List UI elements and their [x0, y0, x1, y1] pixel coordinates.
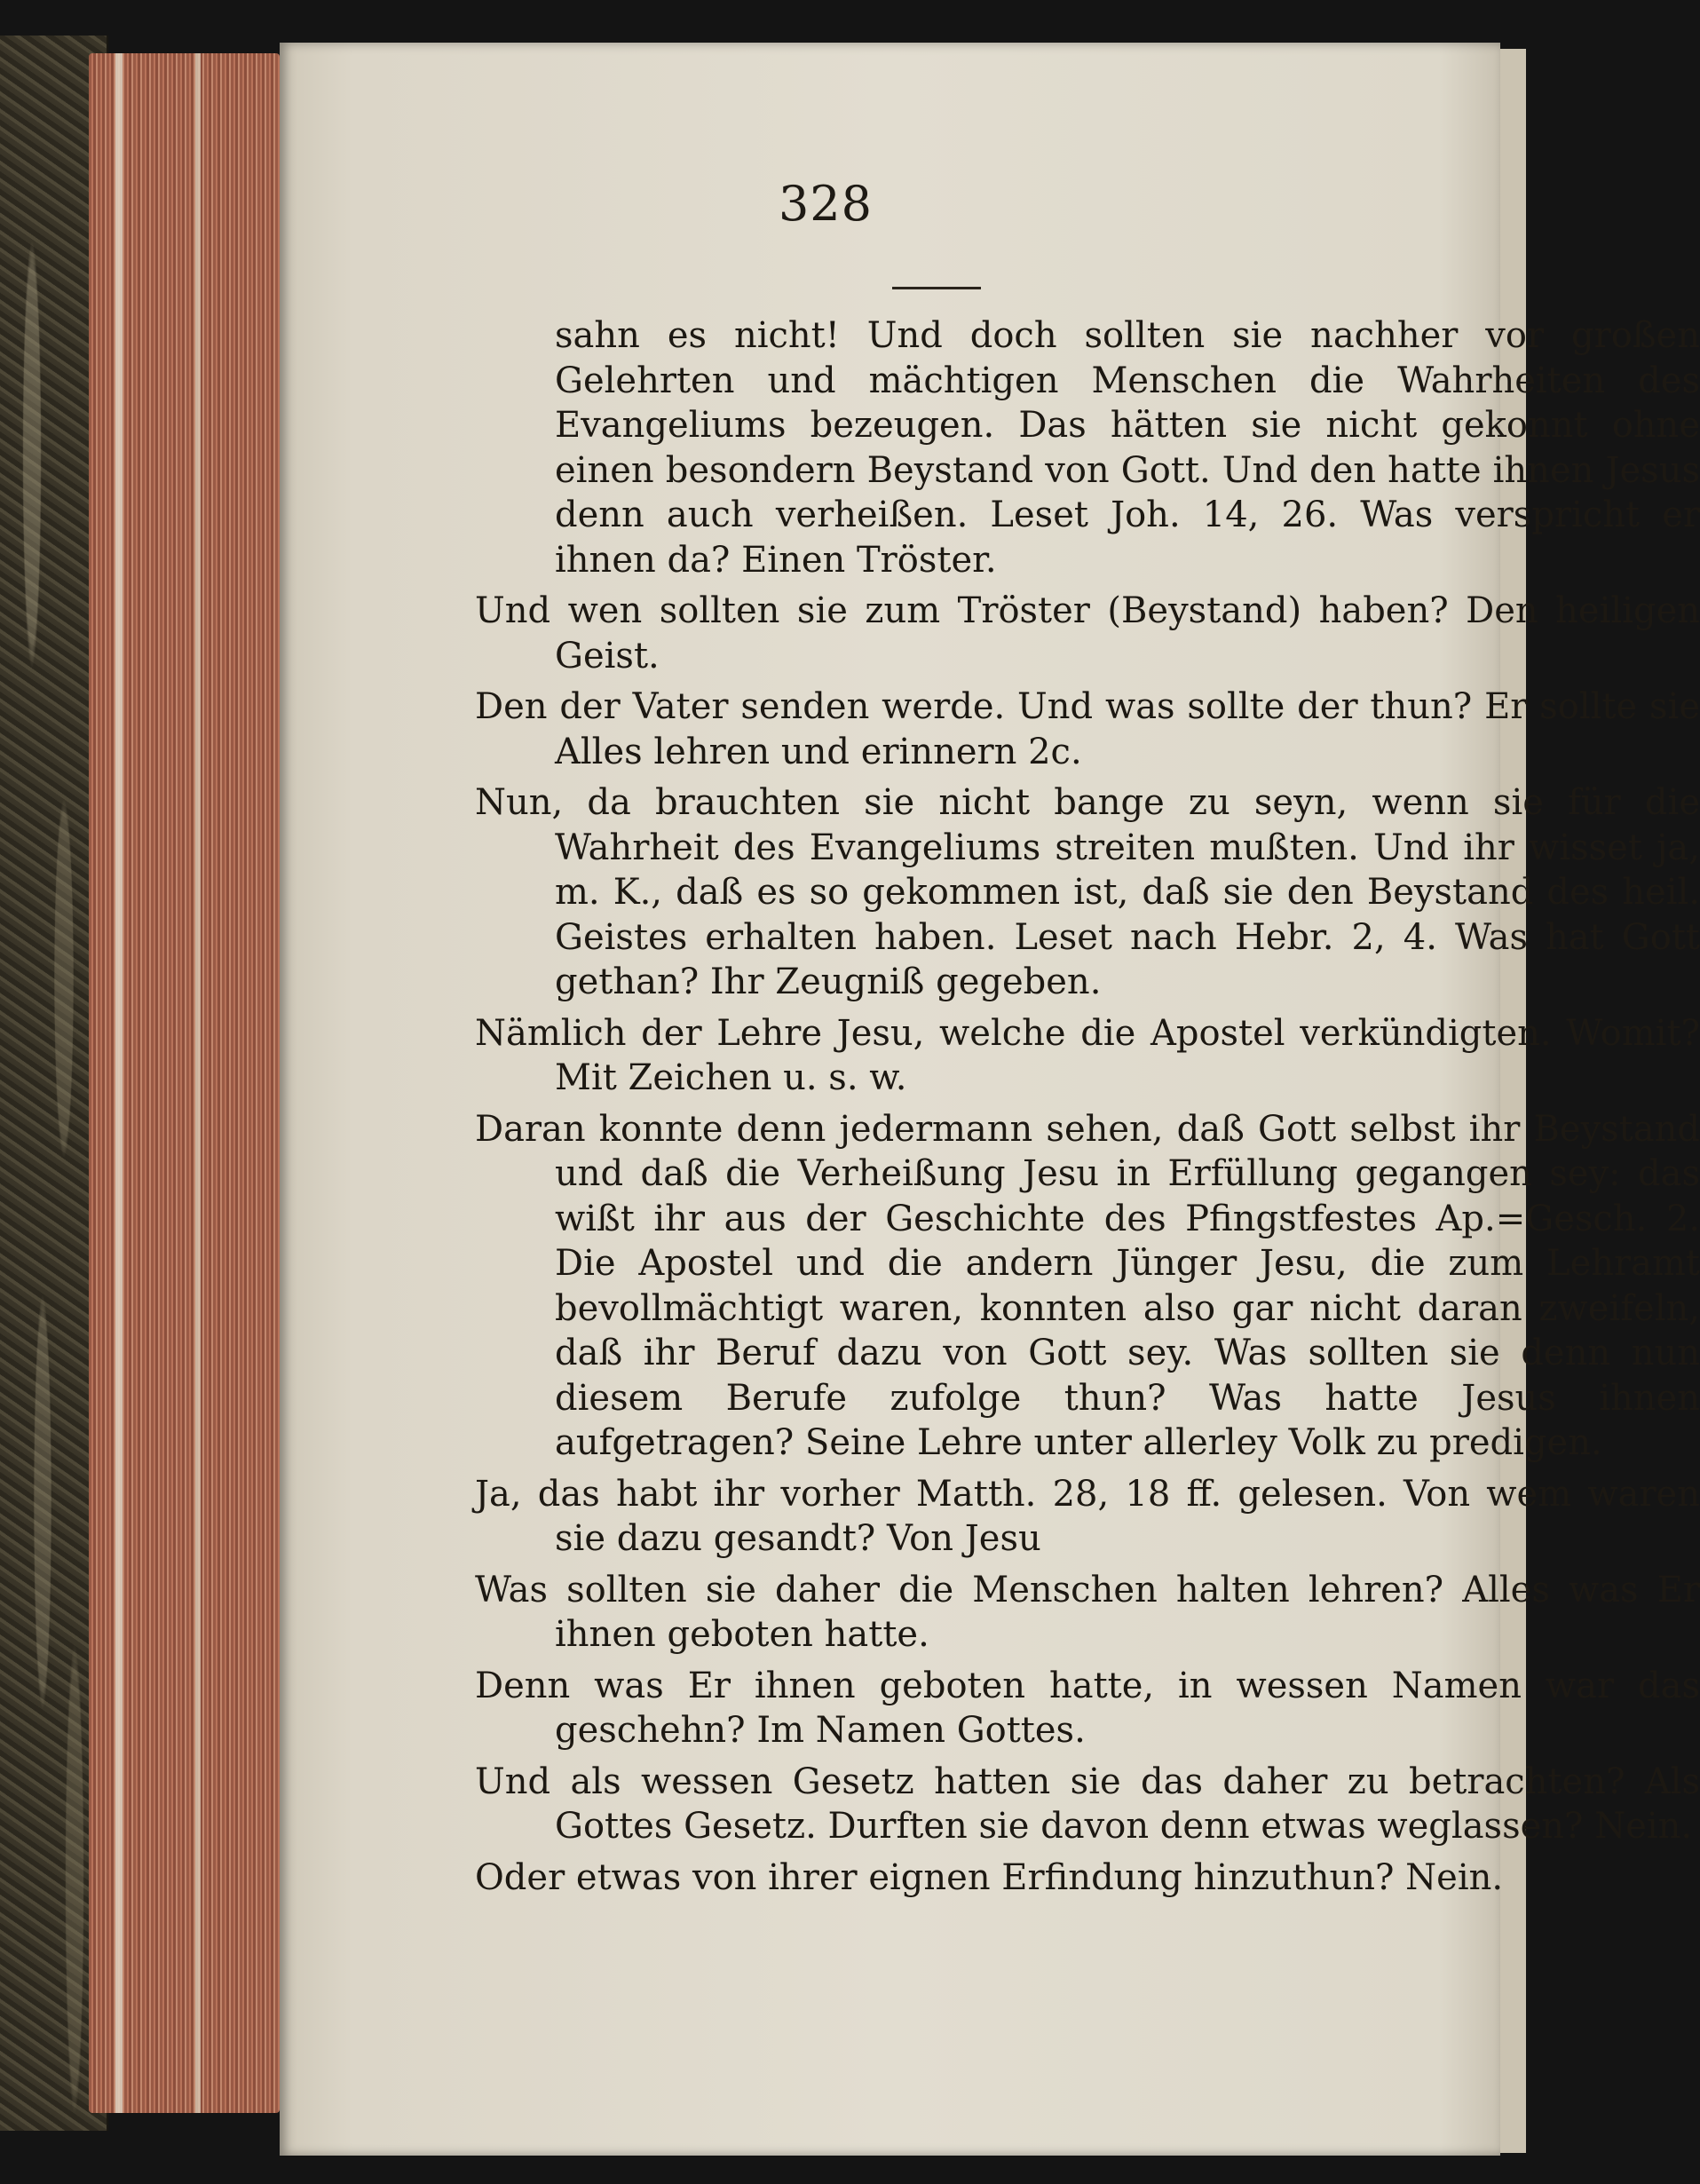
paragraph: Nämlich der Lehre Jesu, welche die Apostel verkündigten. Womit? Mit Zeichen u. s. w.	[475, 1012, 1700, 1098]
book-page	[280, 43, 1700, 2156]
paragraph: Daran konnte denn jedermann sehen, daß Gott selbst ihr Beystand und daß die Verheißung Jesu in Erfüllung gegangen sey: das wißt ihr aus der Geschichte des Pfingstfestes Ap.=Gesch. 2. Die Apostel und die andern Jünger Jesu, die zum Lehramt bevollmächtigt waren, konnten also gar nicht daran zweifeln, daß ihr Beruf dazu von Gott sey. Was sollten sie denn nun diesem Berufe zufolge thun? Was hatte Jesus ihnen aufgetragen? Seine Lehre unter allerley Volk zu predigen.	[475, 1108, 1700, 1463]
paragraph: Den der Vater senden werde. Und was sollte der thun? Er sollte sie Alles lehren und erinnern 2c.	[475, 686, 1700, 772]
page-body	[475, 313, 1700, 1906]
paragraph: Ja, das habt ihr vorher Matth. 28, 18 ff. gelesen. Von wem waren sie dazu gesandt? Von Jesu	[475, 1473, 1700, 1559]
paragraph: sahn es nicht! Und doch sollten sie nachher vor großen Gelehrten und mächtigen Menschen die Wahrheiten des Evangeliums bezeugen. Das hätten sie nicht gekonnt ohne einen besondern Beystand von Gott. Und den hatte ihnen Jesus denn auch verheißen. Leset Joh. 14, 26. Was verspricht er ihnen da? Einen Tröster.	[555, 315, 1700, 581]
page-edges	[89, 53, 280, 2113]
paragraph: Und wen sollten sie zum Tröster (Beystand) haben? Den heiligen Geist.	[475, 590, 1700, 677]
paragraph: Was sollten sie daher die Menschen halten lehren? Alles was Er ihnen geboten hatte.	[475, 1569, 1700, 1655]
page-number: 328	[778, 176, 874, 232]
paragraph: Und als wessen Gesetz hatten sie das daher zu betrachten? Als Gottes Gesetz. Durften sie davon denn etwas weglassen? Nein.	[475, 1761, 1700, 1847]
paragraph: Nun, da brauchten sie nicht bange zu seyn, wenn sie für die Wahrheit des Evangeliums streiten mußten. Und ihr wisset ja, m. K., daß es so gekommen ist, daß sie den Beystand des heil. Geistes erhalten haben. Leset nach Hebr. 2, 4. Was hat Gott gethan? Ihr Zeugniß gegeben.	[475, 782, 1700, 1002]
header-rule	[892, 287, 981, 289]
paragraph: Oder etwas von ihrer eignen Erfindung hinzuthun? Nein.	[475, 1856, 1504, 1898]
paragraph: Denn was Er ihnen geboten hatte, in wessen Namen war das geschehn? Im Namen Gottes.	[475, 1665, 1700, 1751]
